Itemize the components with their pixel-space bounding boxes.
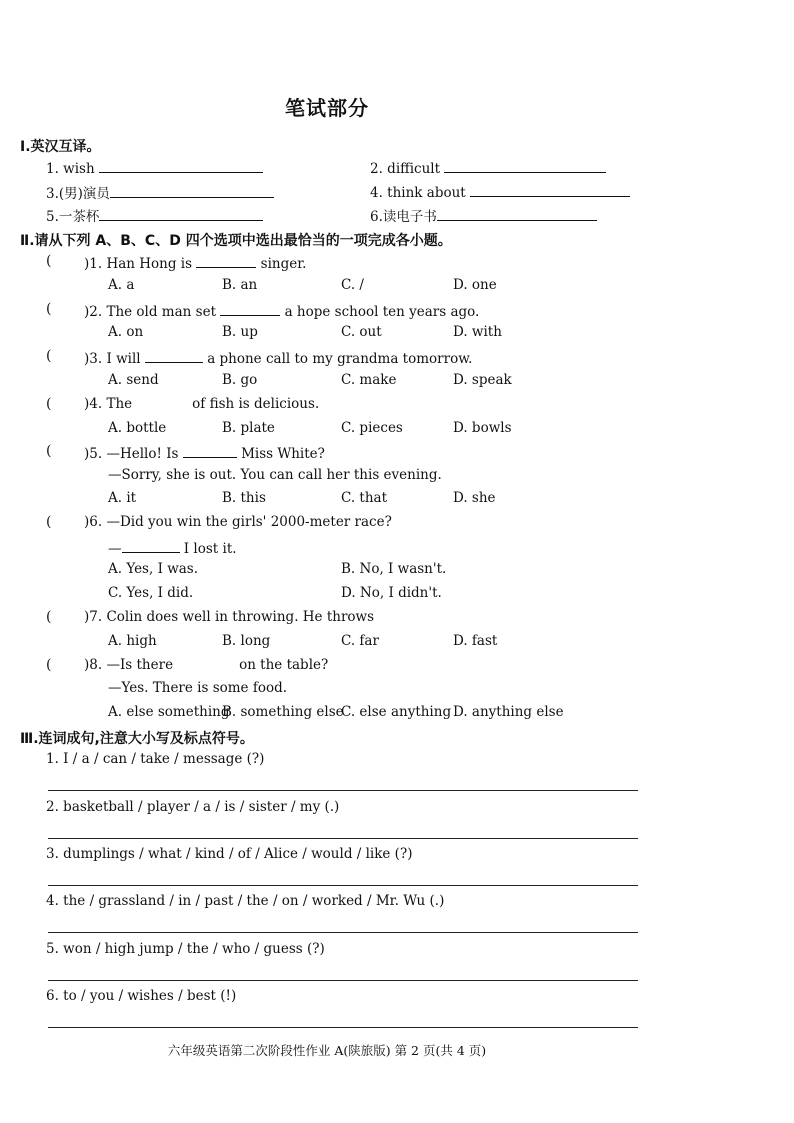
answer-blank[interactable] <box>196 253 256 268</box>
option-a[interactable]: A. it <box>108 490 137 506</box>
question-4: )4. The of fish is delicious. <box>84 396 320 412</box>
translate-item-1: 1. wish <box>46 158 263 177</box>
answer-blank[interactable] <box>470 182 630 197</box>
answer-blank[interactable] <box>220 301 280 316</box>
section-2-heading: Ⅱ.请从下列 A、B、C、D 四个选项中选出最恰当的一项完成各小题。 <box>20 233 452 249</box>
option-c[interactable]: C. pieces <box>341 420 403 436</box>
option-a[interactable]: A. send <box>108 372 159 388</box>
page-title: 笔试部分 <box>285 96 369 120</box>
translate-item-4: 4. think about <box>370 182 630 201</box>
option-c[interactable]: C. that <box>341 490 388 506</box>
option-b[interactable]: B. No, I wasn't. <box>341 561 447 577</box>
option-d[interactable]: D. one <box>453 277 497 293</box>
reorder-item-6: 6. to / you / wishes / best (!) <box>46 988 237 1004</box>
option-b[interactable]: B. something else <box>222 704 344 720</box>
option-d[interactable]: D. bowls <box>453 420 512 436</box>
option-d[interactable]: D. anything else <box>453 704 564 720</box>
question-2: )2. The old man set a hope school ten years ago. <box>84 301 479 320</box>
answer-blank[interactable] <box>183 443 237 458</box>
option-a[interactable]: A. high <box>108 633 157 649</box>
answer-paren[interactable]: ( <box>46 253 52 269</box>
translate-item-6: 6.读电子书 <box>370 205 597 225</box>
option-c[interactable]: C. make <box>341 372 397 388</box>
option-c[interactable]: C. / <box>341 277 364 293</box>
reorder-item-3: 3. dumplings / what / kind / of / Alice / would / like (?) <box>46 846 413 862</box>
answer-paren[interactable]: ( <box>46 348 52 364</box>
option-c[interactable]: C. else anything <box>341 704 452 720</box>
question-8: )8. —Is there on the table? <box>84 657 329 673</box>
option-b[interactable]: B. long <box>222 633 271 649</box>
option-a[interactable]: A. a <box>108 277 135 293</box>
question-5: )5. —Hello! Is Miss White? <box>84 443 325 462</box>
question-8-response: —Yes. There is some food. <box>108 680 288 696</box>
option-d[interactable]: D. No, I didn't. <box>341 585 442 601</box>
question-6-response: — I lost it. <box>108 538 237 557</box>
answer-paren[interactable]: ( <box>46 396 52 412</box>
section-3-heading: Ⅲ.连词成句,注意大小写及标点符号。 <box>20 731 254 747</box>
option-a[interactable]: A. on <box>108 324 144 340</box>
translate-item-5: 5.一茶杯 <box>46 205 263 225</box>
question-6: )6. —Did you win the girls' 2000-meter race? <box>84 514 392 530</box>
option-c[interactable]: C. far <box>341 633 379 649</box>
option-d[interactable]: D. fast <box>453 633 498 649</box>
answer-line[interactable] <box>48 838 638 839</box>
answer-blank[interactable] <box>444 158 606 173</box>
translate-item-2: 2. difficult <box>370 158 606 177</box>
question-1: )1. Han Hong is singer. <box>84 253 306 272</box>
answer-paren[interactable]: ( <box>46 657 52 673</box>
answer-blank[interactable] <box>110 183 274 198</box>
option-a[interactable]: A. Yes, I was. <box>108 561 199 577</box>
answer-paren[interactable]: ( <box>46 443 52 459</box>
answer-paren[interactable]: ( <box>46 301 52 317</box>
answer-line[interactable] <box>48 790 638 791</box>
section-1-heading: Ⅰ.英汉互译。 <box>20 139 101 155</box>
option-b[interactable]: B. up <box>222 324 258 340</box>
question-3: )3. I will a phone call to my grandma tomorrow. <box>84 348 472 367</box>
answer-blank[interactable] <box>437 206 597 221</box>
option-d[interactable]: D. speak <box>453 372 512 388</box>
page-footer: 六年级英语第二次阶段性作业 A(陕旅版) 第 2 页(共 4 页) <box>167 1043 487 1058</box>
option-a[interactable]: A. bottle <box>108 420 167 436</box>
question-5-response: —Sorry, she is out. You can call her this evening. <box>108 467 442 483</box>
answer-paren[interactable]: ( <box>46 514 52 530</box>
option-c[interactable]: C. out <box>341 324 382 340</box>
option-b[interactable]: B. this <box>222 490 266 506</box>
question-7: )7. Colin does well in throwing. He throws <box>84 609 375 625</box>
option-d[interactable]: D. with <box>453 324 502 340</box>
answer-blank[interactable] <box>122 538 180 553</box>
answer-blank[interactable] <box>145 348 203 363</box>
option-d[interactable]: D. she <box>453 490 496 506</box>
answer-line[interactable] <box>48 1027 638 1028</box>
answer-line[interactable] <box>48 885 638 886</box>
option-a[interactable]: A. else something <box>108 704 230 720</box>
answer-line[interactable] <box>48 980 638 981</box>
answer-paren[interactable]: ( <box>46 609 52 625</box>
option-b[interactable]: B. plate <box>222 420 275 436</box>
answer-blank[interactable] <box>99 158 263 173</box>
translate-item-3: 3.(男)演员 <box>46 182 274 202</box>
option-b[interactable]: B. go <box>222 372 258 388</box>
reorder-item-2: 2. basketball / player / a / is / sister / my (.) <box>46 799 340 815</box>
answer-line[interactable] <box>48 932 638 933</box>
option-b[interactable]: B. an <box>222 277 258 293</box>
answer-blank[interactable] <box>99 206 263 221</box>
reorder-item-1: 1. I / a / can / take / message (?) <box>46 751 265 767</box>
reorder-item-5: 5. won / high jump / the / who / guess (?) <box>46 941 325 957</box>
reorder-item-4: 4. the / grassland / in / past / the / on / worked / Mr. Wu (.) <box>46 893 445 909</box>
option-c[interactable]: C. Yes, I did. <box>108 585 194 601</box>
